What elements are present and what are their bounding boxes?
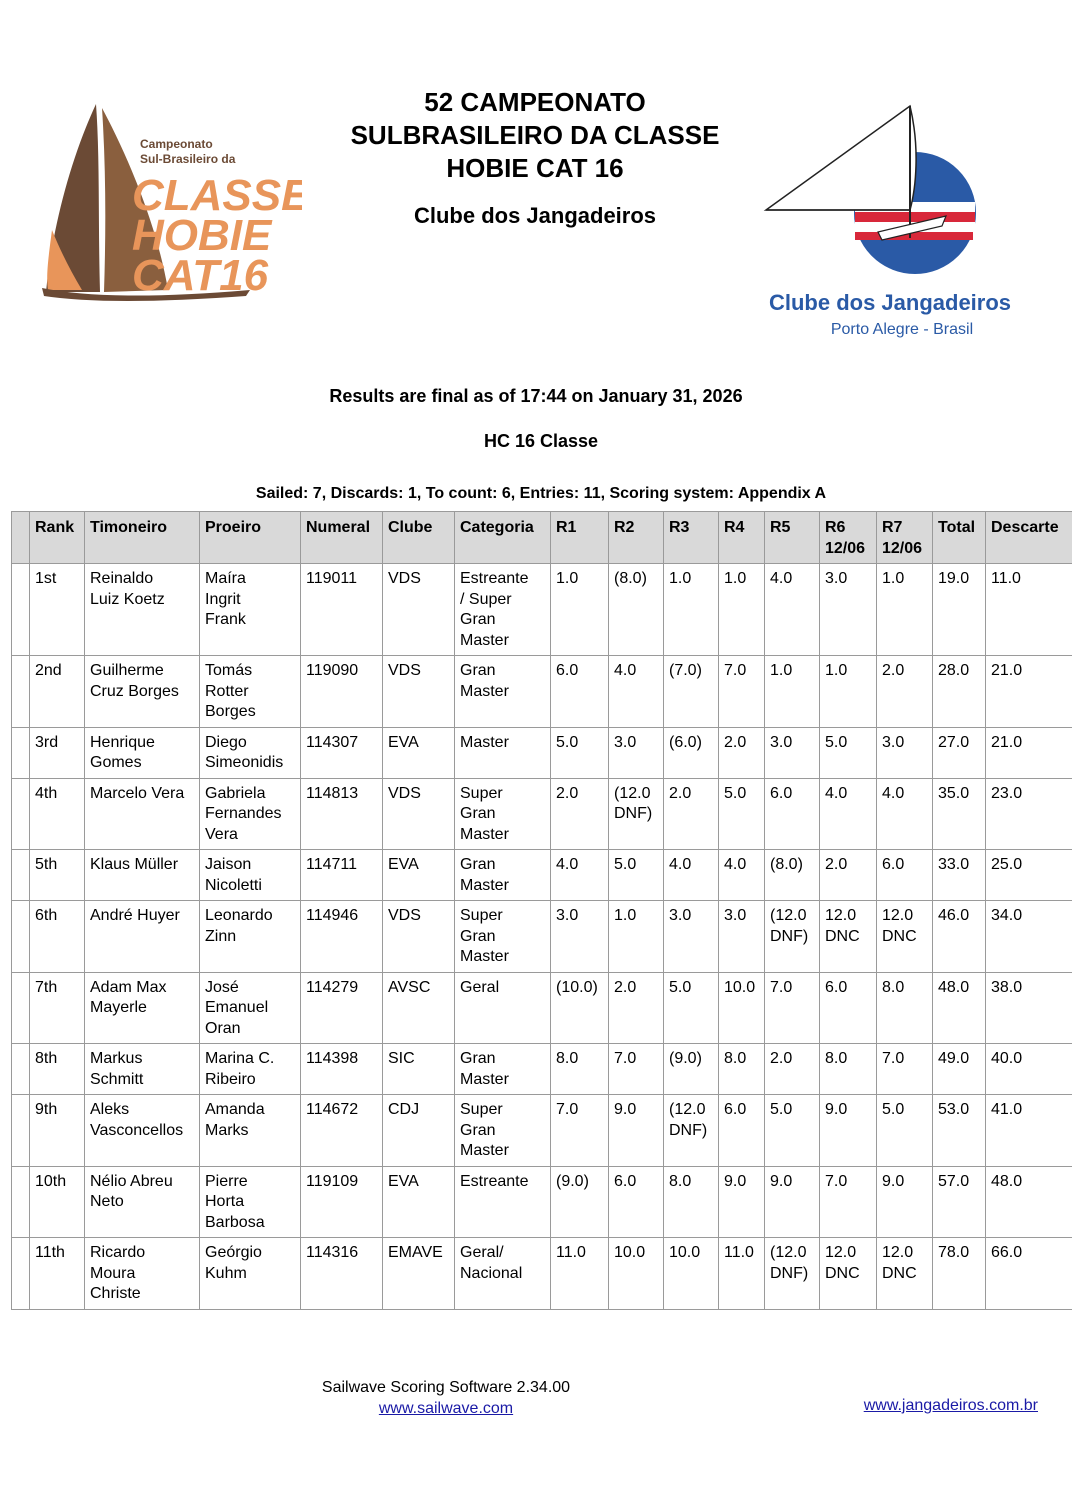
- cell-r7: 2.0: [877, 656, 933, 728]
- cell-numeral: 119011: [301, 564, 383, 656]
- cell-total: 33.0: [933, 850, 986, 901]
- cell-timoneiro: Klaus Müller: [85, 850, 200, 901]
- cell-r4: 4.0: [719, 850, 765, 901]
- cell-proeiro: Tomás Rotter Borges: [200, 656, 301, 728]
- header-r4: R4: [719, 512, 765, 564]
- cell-descarte: 11.0: [986, 564, 1072, 656]
- row-gutter: [12, 656, 30, 728]
- cell-r7: 6.0: [877, 850, 933, 901]
- cell-proeiro: Jaison Nicoletti: [200, 850, 301, 901]
- cell-r4: 6.0: [719, 1095, 765, 1167]
- row-gutter: [12, 564, 30, 656]
- cell-timoneiro: Nélio Abreu Neto: [85, 1166, 200, 1238]
- table-row: [12, 564, 1072, 656]
- header-descarte: Descarte: [986, 512, 1072, 564]
- cell-proeiro: Amanda Marks: [200, 1095, 301, 1167]
- header-r5: R5: [765, 512, 820, 564]
- software-credit: [300, 1377, 592, 1419]
- cell-numeral: 114672: [301, 1095, 383, 1167]
- cell-timoneiro: Guilherme Cruz Borges: [85, 656, 200, 728]
- cell-categoria: Gran Master: [455, 850, 551, 901]
- row-gutter: [12, 1044, 30, 1095]
- cell-r1: (10.0): [551, 972, 609, 1044]
- table-row: [12, 778, 1072, 850]
- cell-r6: 3.0: [820, 564, 877, 656]
- row-gutter: [12, 972, 30, 1044]
- cell-proeiro: Leonardo Zinn: [200, 901, 301, 973]
- logo-big-text-3: CAT16: [132, 251, 269, 300]
- cell-r4: 11.0: [719, 1238, 765, 1310]
- cell-r6: 7.0: [820, 1166, 877, 1238]
- cell-r1: 3.0: [551, 901, 609, 973]
- cell-timoneiro: Reinaldo Luiz Koetz: [85, 564, 200, 656]
- cell-r5: (12.0 DNF): [765, 901, 820, 973]
- cell-descarte: 21.0: [986, 656, 1072, 728]
- title-line-1: 52 CAMPEONATO: [424, 87, 646, 117]
- table-row: [12, 901, 1072, 973]
- table-row: [12, 656, 1072, 728]
- cell-total: 78.0: [933, 1238, 986, 1310]
- cell-categoria: Super Gran Master: [455, 1095, 551, 1167]
- cell-r6: 12.0 DNC: [820, 901, 877, 973]
- cell-numeral: 119109: [301, 1166, 383, 1238]
- cell-r1: (9.0): [551, 1166, 609, 1238]
- cell-r7: 5.0: [877, 1095, 933, 1167]
- cell-r3: 1.0: [664, 564, 719, 656]
- cell-clube: VDS: [383, 564, 455, 656]
- cell-clube: VDS: [383, 778, 455, 850]
- header-r1: R1: [551, 512, 609, 564]
- cell-rank: 2nd: [30, 656, 85, 728]
- header-clube: Clube: [383, 512, 455, 564]
- cell-r5: 7.0: [765, 972, 820, 1044]
- cell-descarte: 38.0: [986, 972, 1072, 1044]
- cell-timoneiro: Henrique Gomes: [85, 727, 200, 778]
- cell-numeral: 114946: [301, 901, 383, 973]
- cell-r4: 10.0: [719, 972, 765, 1044]
- cell-rank: 1st: [30, 564, 85, 656]
- cell-r7: 1.0: [877, 564, 933, 656]
- cell-r1: 1.0: [551, 564, 609, 656]
- cell-r6: 2.0: [820, 850, 877, 901]
- cell-numeral: 119090: [301, 656, 383, 728]
- cell-total: 19.0: [933, 564, 986, 656]
- logo-club-place: Porto Alegre - Brasil: [830, 321, 974, 338]
- cell-r1: 2.0: [551, 778, 609, 850]
- cell-r5: 1.0: [765, 656, 820, 728]
- cell-categoria: Super Gran Master: [455, 901, 551, 973]
- cell-r4: 2.0: [719, 727, 765, 778]
- cell-rank: 10th: [30, 1166, 85, 1238]
- row-gutter: [12, 1095, 30, 1167]
- cell-r5: 9.0: [765, 1166, 820, 1238]
- cell-rank: 6th: [30, 901, 85, 973]
- cell-r6: 1.0: [820, 656, 877, 728]
- row-gutter: [12, 1238, 30, 1310]
- cell-r3: 5.0: [664, 972, 719, 1044]
- header-numeral: Numeral: [301, 512, 383, 564]
- cell-r4: 7.0: [719, 656, 765, 728]
- table-row: [12, 850, 1072, 901]
- header-r6: R6 12/06: [820, 512, 877, 564]
- cell-r2: 1.0: [609, 901, 664, 973]
- cell-r2: 2.0: [609, 972, 664, 1044]
- cell-r5: 4.0: [765, 564, 820, 656]
- cell-r2: 9.0: [609, 1095, 664, 1167]
- cell-total: 27.0: [933, 727, 986, 778]
- cell-r3: 4.0: [664, 850, 719, 901]
- cell-proeiro: Diego Simeonidis: [200, 727, 301, 778]
- header-total: Total: [933, 512, 986, 564]
- cell-categoria: Master: [455, 727, 551, 778]
- clube-jangadeiros-logo: [760, 98, 1026, 343]
- cell-descarte: 34.0: [986, 901, 1072, 973]
- cell-descarte: 48.0: [986, 1166, 1072, 1238]
- cell-r2: 3.0: [609, 727, 664, 778]
- cell-r1: 4.0: [551, 850, 609, 901]
- cell-total: 48.0: [933, 972, 986, 1044]
- cell-total: 46.0: [933, 901, 986, 973]
- cell-r7: 12.0 DNC: [877, 901, 933, 973]
- cell-categoria: Gran Master: [455, 656, 551, 728]
- cell-descarte: 25.0: [986, 850, 1072, 901]
- logo-small-text-1: Campeonato: [140, 137, 213, 151]
- row-gutter: [12, 1166, 30, 1238]
- cell-total: 28.0: [933, 656, 986, 728]
- cell-proeiro: Gabriela Fernandes Vera: [200, 778, 301, 850]
- cell-clube: EVA: [383, 727, 455, 778]
- cell-categoria: Estreante: [455, 1166, 551, 1238]
- cell-timoneiro: Marcelo Vera: [85, 778, 200, 850]
- table-body: [12, 564, 1072, 1310]
- cell-r7: 12.0 DNC: [877, 1238, 933, 1310]
- cell-r3: (9.0): [664, 1044, 719, 1095]
- cell-r5: (8.0): [765, 850, 820, 901]
- cell-categoria: Super Gran Master: [455, 778, 551, 850]
- cell-r2: (12.0 DNF): [609, 778, 664, 850]
- header-gutter: [12, 512, 30, 564]
- cell-r6: 4.0: [820, 778, 877, 850]
- cell-total: 57.0: [933, 1166, 986, 1238]
- cell-clube: EMAVE: [383, 1238, 455, 1310]
- cell-r1: 8.0: [551, 1044, 609, 1095]
- logo-big-text-2: HOBIE: [132, 211, 272, 260]
- cell-r7: 3.0: [877, 727, 933, 778]
- cell-rank: 11th: [30, 1238, 85, 1310]
- cell-timoneiro: Ricardo Moura Christe: [85, 1238, 200, 1310]
- cell-r4: 9.0: [719, 1166, 765, 1238]
- table-row: [12, 1044, 1072, 1095]
- cell-proeiro: Geórgio Kuhm: [200, 1238, 301, 1310]
- cell-r2: (8.0): [609, 564, 664, 656]
- cell-r4: 8.0: [719, 1044, 765, 1095]
- cell-categoria: Geral/ Nacional: [455, 1238, 551, 1310]
- results-table: [11, 511, 1072, 1310]
- cell-r2: 10.0: [609, 1238, 664, 1310]
- cell-r5: 2.0: [765, 1044, 820, 1095]
- cell-r6: 5.0: [820, 727, 877, 778]
- cell-total: 53.0: [933, 1095, 986, 1167]
- cell-descarte: 40.0: [986, 1044, 1072, 1095]
- sailwave-link[interactable]: www.sailwave.com: [378, 1400, 514, 1417]
- cell-r3: (12.0 DNF): [664, 1095, 719, 1167]
- cell-descarte: 66.0: [986, 1238, 1072, 1310]
- table-row: [12, 1095, 1072, 1167]
- cell-r2: 6.0: [609, 1166, 664, 1238]
- header-r7: R7 12/06: [877, 512, 933, 564]
- results-status: Results are final as of 17:44 on January 31, 2026: [329, 386, 743, 406]
- cell-proeiro: José Emanuel Oran: [200, 972, 301, 1044]
- cell-numeral: 114398: [301, 1044, 383, 1095]
- hobie-cat-logo: [40, 100, 302, 302]
- cell-total: 35.0: [933, 778, 986, 850]
- table-header-row: [12, 512, 1072, 564]
- header-proeiro: Proeiro: [200, 512, 301, 564]
- title-line-3: HOBIE CAT 16: [446, 153, 624, 183]
- cell-r3: (7.0): [664, 656, 719, 728]
- cell-numeral: 114711: [301, 850, 383, 901]
- cell-descarte: 23.0: [986, 778, 1072, 850]
- cell-r2: 5.0: [609, 850, 664, 901]
- cell-rank: 7th: [30, 972, 85, 1044]
- cell-categoria: Estreante / Super Gran Master: [455, 564, 551, 656]
- cell-numeral: 114279: [301, 972, 383, 1044]
- cell-rank: 9th: [30, 1095, 85, 1167]
- header-rank: Rank: [30, 512, 85, 564]
- cell-descarte: 41.0: [986, 1095, 1072, 1167]
- cell-rank: 3rd: [30, 727, 85, 778]
- cell-r3: 8.0: [664, 1166, 719, 1238]
- cell-clube: SIC: [383, 1044, 455, 1095]
- cell-r4: 1.0: [719, 564, 765, 656]
- cell-timoneiro: André Huyer: [85, 901, 200, 973]
- cell-categoria: Geral: [455, 972, 551, 1044]
- jangadeiros-link[interactable]: www.jangadeiros.com.br: [863, 1397, 1038, 1414]
- cell-rank: 8th: [30, 1044, 85, 1095]
- cell-r5: 6.0: [765, 778, 820, 850]
- cell-r5: (12.0 DNF): [765, 1238, 820, 1310]
- cell-descarte: 21.0: [986, 727, 1072, 778]
- cell-r3: 3.0: [664, 901, 719, 973]
- cell-proeiro: Marina C. Ribeiro: [200, 1044, 301, 1095]
- cell-timoneiro: Adam Max Mayerle: [85, 972, 200, 1044]
- cell-total: 49.0: [933, 1044, 986, 1095]
- row-gutter: [12, 901, 30, 973]
- race-summary: Sailed: 7, Discards: 1, To count: 6, Entries: 11, Scoring system: Appendix A: [255, 485, 827, 502]
- table-row: [12, 727, 1072, 778]
- cell-r2: 4.0: [609, 656, 664, 728]
- cell-r2: 7.0: [609, 1044, 664, 1095]
- cell-r1: 7.0: [551, 1095, 609, 1167]
- cell-clube: AVSC: [383, 972, 455, 1044]
- table-row: [12, 1238, 1072, 1310]
- row-gutter: [12, 778, 30, 850]
- cell-categoria: Gran Master: [455, 1044, 551, 1095]
- software-name: Sailwave Scoring Software 2.34.00: [321, 1379, 571, 1396]
- cell-rank: 4th: [30, 778, 85, 850]
- cell-r1: 5.0: [551, 727, 609, 778]
- header-r2: R2: [609, 512, 664, 564]
- cell-r5: 5.0: [765, 1095, 820, 1167]
- cell-r6: 8.0: [820, 1044, 877, 1095]
- cell-r7: 9.0: [877, 1166, 933, 1238]
- cell-r3: (6.0): [664, 727, 719, 778]
- cell-r3: 2.0: [664, 778, 719, 850]
- table-row: [12, 972, 1072, 1044]
- cell-clube: EVA: [383, 1166, 455, 1238]
- header-timoneiro: Timoneiro: [85, 512, 200, 564]
- cell-r7: 7.0: [877, 1044, 933, 1095]
- cell-r1: 6.0: [551, 656, 609, 728]
- cell-rank: 5th: [30, 850, 85, 901]
- cell-r7: 4.0: [877, 778, 933, 850]
- cell-timoneiro: Markus Schmitt: [85, 1044, 200, 1095]
- cell-numeral: 114813: [301, 778, 383, 850]
- cell-r6: 6.0: [820, 972, 877, 1044]
- cell-clube: EVA: [383, 850, 455, 901]
- logo-big-text-1: CLASSE: [132, 171, 302, 220]
- cell-numeral: 114307: [301, 727, 383, 778]
- cell-r5: 3.0: [765, 727, 820, 778]
- header-r3: R3: [664, 512, 719, 564]
- cell-r3: 10.0: [664, 1238, 719, 1310]
- cell-proeiro: Maíra Ingrit Frank: [200, 564, 301, 656]
- cell-r6: 9.0: [820, 1095, 877, 1167]
- venue-name: Clube dos Jangadeiros: [413, 203, 657, 228]
- row-gutter: [12, 850, 30, 901]
- cell-clube: VDS: [383, 901, 455, 973]
- logo-club-name: Clube dos Jangadeiros: [768, 290, 1012, 315]
- cell-clube: VDS: [383, 656, 455, 728]
- table-row: [12, 1166, 1072, 1238]
- page-title: [300, 86, 770, 185]
- cell-r1: 11.0: [551, 1238, 609, 1310]
- cell-r6: 12.0 DNC: [820, 1238, 877, 1310]
- title-line-2: SULBRASILEIRO DA CLASSE: [350, 120, 720, 150]
- class-name: HC 16 Classe: [483, 431, 599, 451]
- cell-timoneiro: Aleks Vasconcellos: [85, 1095, 200, 1167]
- cell-r4: 3.0: [719, 901, 765, 973]
- cell-r7: 8.0: [877, 972, 933, 1044]
- cell-numeral: 114316: [301, 1238, 383, 1310]
- cell-r4: 5.0: [719, 778, 765, 850]
- cell-clube: CDJ: [383, 1095, 455, 1167]
- logo-small-text-2: Sul-Brasileiro da: [140, 152, 236, 166]
- cell-proeiro: Pierre Horta Barbosa: [200, 1166, 301, 1238]
- row-gutter: [12, 727, 30, 778]
- header-categoria: Categoria: [455, 512, 551, 564]
